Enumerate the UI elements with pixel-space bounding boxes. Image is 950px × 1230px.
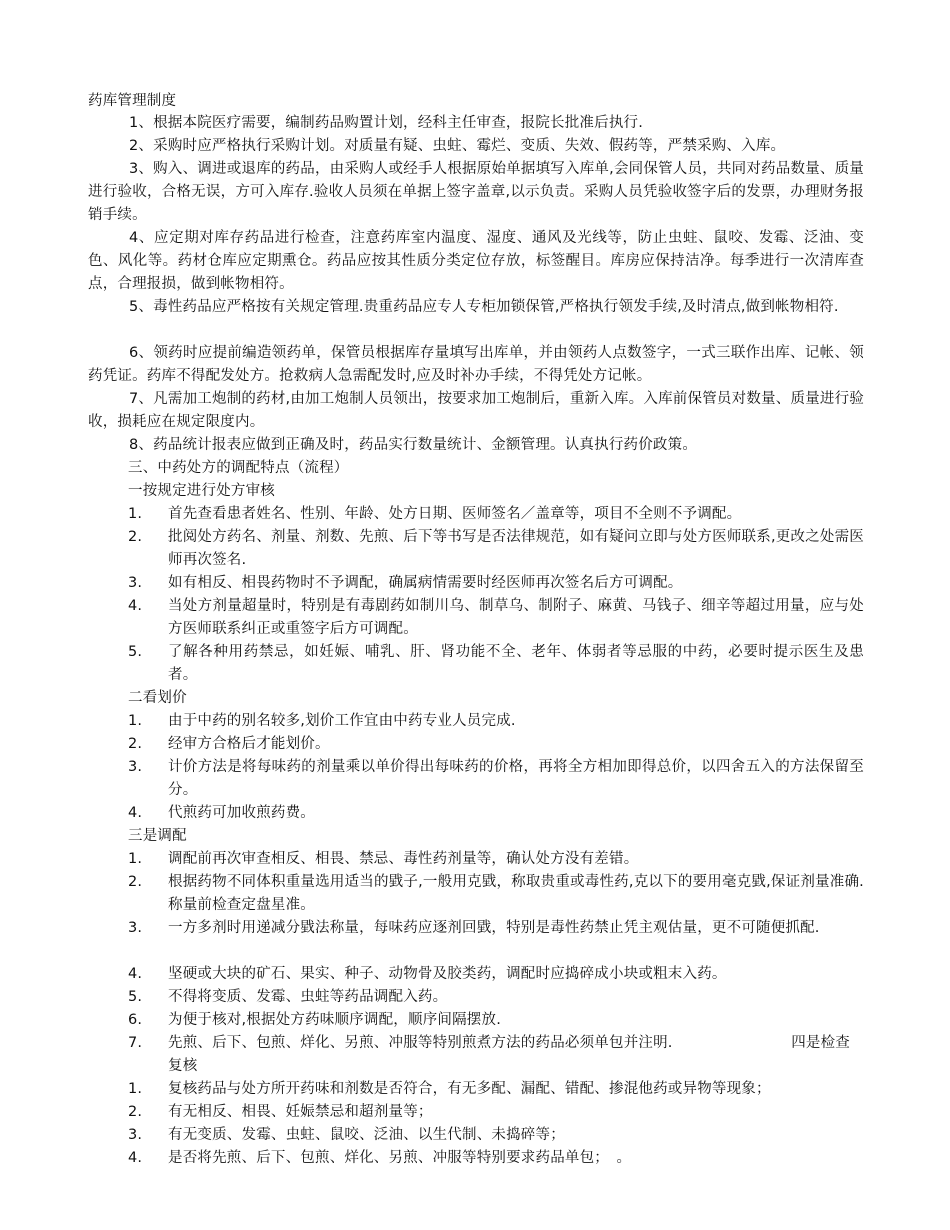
list-item-number: 4.: [128, 805, 143, 821]
rule-paragraph-7: 7、凡需加工炮制的药材,由加工炮制人员领出，按要求加工炮制后，重新入库。入库前保管员对数量、质量进行验收，损耗应在规定限度内。: [88, 391, 864, 430]
list-item-text: 调配前再次审查相反、相畏、禁忌、毒性药剂量等，确认处方没有差错。: [168, 851, 639, 867]
list-item-text: 代煎药可加收煎药费。: [168, 805, 315, 821]
list-item-number: 1.: [128, 506, 143, 522]
list-item-text: 了解各种用药禁忌，如妊娠、哺乳、肝、肾功能不全、老年、体弱者等忌服的中药，必要时提示医生及患者。: [168, 644, 864, 683]
list-item: [128, 963, 864, 986]
step-2-title: 二看划价: [128, 690, 187, 706]
list-item-text: 有无变质、发霉、虫蛀、鼠咬、泛油、以生代制、未捣碎等；: [168, 1127, 565, 1143]
list-item-number: 7.: [128, 1035, 143, 1051]
list-item: [128, 1124, 864, 1147]
list-item-text: 是否将先煎、后下、包煎、烊化、另煎、冲服等特别要求药品单包； 。: [168, 1150, 632, 1166]
list-item-text: 如有相反、相畏药物时不予调配，确属病情需要时经医师再次签名后方可调配。: [168, 575, 683, 591]
list-item-number: 1.: [128, 851, 143, 867]
list-item-text: 根据药物不同体积重量选用适当的戥子,一般用克戥，称取贵重或毒性药,克以下的要用毫克戥,保证剂量准确.称量前检查定盘星准。: [168, 874, 864, 913]
list-item: [128, 526, 864, 572]
list-item: [128, 1032, 864, 1055]
list-item-number: 2.: [128, 529, 143, 545]
list-item-number: 4.: [128, 598, 143, 614]
rule-paragraph-3: 3、购入、调进或退库的药品，由采购人或经手人根据原始单据填写入库单,会同保管人员，共同对药品数量、质量进行验收，合格无误，方可入库存.验收人员须在单据上签字盖章,以示负责。采购人员凭验收签字后的发票，办理财务报销手续。: [88, 161, 864, 223]
document-title: 药库管理制度: [88, 93, 177, 109]
list-item-number: 6.: [128, 1012, 143, 1028]
list-item-number: 3.: [128, 920, 143, 936]
list-item-number: 5.: [128, 644, 143, 660]
list-item: [128, 572, 864, 595]
rule-paragraph-5: 5、毒性药品应严格按有关规定管理.贵重药品应专人专柜加锁保管,严格执行领发手续,及时清点,做到帐物相符.: [129, 299, 839, 315]
rule-paragraph-6: 6、领药时应提前编造领药单，保管员根据库存量填写出库单，并由领药人点数签字，一式三联作出库、记帐、领药凭证。药库不得配发处方。抢救病人急需配发时,应及时补办手续，不得凭处方记帐。: [88, 345, 864, 384]
list-item: [128, 595, 864, 641]
list-item: [128, 917, 864, 940]
list-item-number: 4.: [128, 966, 143, 982]
list-item: [128, 986, 864, 1009]
rule-paragraph-4: 4、应定期对库存药品进行检查，注意药库室内温度、湿度、通风及光线等，防止虫蛀、鼠咬、发霉、泛油、变色、风化等。药材仓库应定期熏仓。药品应按其性质分类定位存放，标签醒目。库房应保持洁净。每季进行一次清库查点，合理报损，做到帐物相符。: [88, 230, 864, 292]
list-item-text: 不得将变质、发霉、虫蛀等药品调配入药。: [168, 989, 448, 1005]
list-item-text: 计价方法是将每味药的剂量乘以单价得出每味药的价格，再将全方相加即得总价，以四舍五入的方法保留至分。: [168, 759, 864, 798]
list-item: [128, 756, 864, 802]
step-3-title: 三是调配: [128, 828, 187, 844]
list-item: [128, 871, 864, 917]
list-item-number: 2.: [128, 874, 143, 890]
list-item-number: 2.: [128, 1104, 143, 1120]
list-item-number: 1.: [128, 1081, 143, 1097]
list-item: [128, 1009, 864, 1032]
list-item: [128, 1101, 864, 1124]
list-item-number: 1.: [128, 713, 143, 729]
list-item: [128, 710, 864, 733]
list-item-number: 3.: [128, 575, 143, 591]
list-item-text: 一方多剂时用递减分戥法称量，每味药应逐剂回戥，特别是毒性药禁止凭主观估量，更不可随便抓配.: [168, 920, 820, 936]
rule-paragraph-1: 1、根据本院医疗需要，编制药品购置计划，经科主任审查，报院长批准后执行.: [129, 115, 644, 131]
list-item-text: 复核药品与处方所开药味和剂数是否符合，有无多配、漏配、错配、掺混他药或异物等现象；: [168, 1081, 771, 1097]
list-item: [128, 733, 864, 756]
list-item: [128, 1078, 864, 1101]
rule-paragraph-2: 2、采购时应严格执行采购计划。对质量有疑、虫蛀、霉烂、变质、失效、假药等，严禁采购、入库。: [129, 138, 786, 154]
list-item-number: 2.: [128, 736, 143, 752]
list-item-number: 3.: [128, 1127, 143, 1143]
list-item: [128, 503, 864, 526]
list-item: [128, 641, 864, 687]
step-1-title: 一按规定进行处方审核: [128, 483, 275, 499]
list-item-text: 有无相反、相畏、妊娠禁忌和超剂量等；: [168, 1104, 433, 1120]
list-item-number: 3.: [128, 759, 143, 775]
list-item-text: 首先查看患者姓名、性别、年龄、处方日期、医师签名／盖章等，项目不全则不予调配。: [168, 506, 742, 522]
list-item-number: 4.: [128, 1150, 143, 1166]
list-item: [128, 848, 864, 871]
list-item-text: 批阅处方药名、剂量、剂数、先煎、后下等书写是否法律规范，如有疑问立即与处方医师联系,更改之处需医师再次签名.: [168, 529, 864, 568]
list-item: [128, 802, 864, 825]
section-3-title: 三、中药处方的调配特点（流程）: [128, 460, 349, 476]
list-item-text: 经审方合格后才能划价。: [168, 736, 330, 752]
list-item-text: 当处方剂量超量时，特别是有毒剧药如制川乌、制草乌、制附子、麻黄、马钱子、细辛等超过用量，应与处方医师联系纠正或重签字后方可调配。: [168, 598, 864, 637]
list-item-text: 为便于核对,根据处方药味顺序调配，顺序间隔摆放.: [168, 1012, 502, 1028]
list-item-text: 先煎、后下、包煎、烊化、另煎、冲服等特别煎煮方法的药品必须单包并注明.: [168, 1035, 673, 1051]
list-item-text: 由于中药的别名较多,划价工作宜由中药专业人员完成.: [168, 713, 516, 729]
rule-paragraph-8: 8、药品统计报表应做到正确及时，药品实行数量统计、金额管理。认真执行药价政策。: [129, 437, 698, 453]
list-item-number: 5.: [128, 989, 143, 1005]
list-item: [128, 1147, 864, 1170]
step-4-title-continued: 复核: [168, 1058, 198, 1074]
step-4-title: 四是检查: [791, 1035, 850, 1051]
list-item-text: 坚硬或大块的矿石、果实、种子、动物骨及胶类药，调配时应捣碎成小块或粗末入药。: [168, 966, 727, 982]
